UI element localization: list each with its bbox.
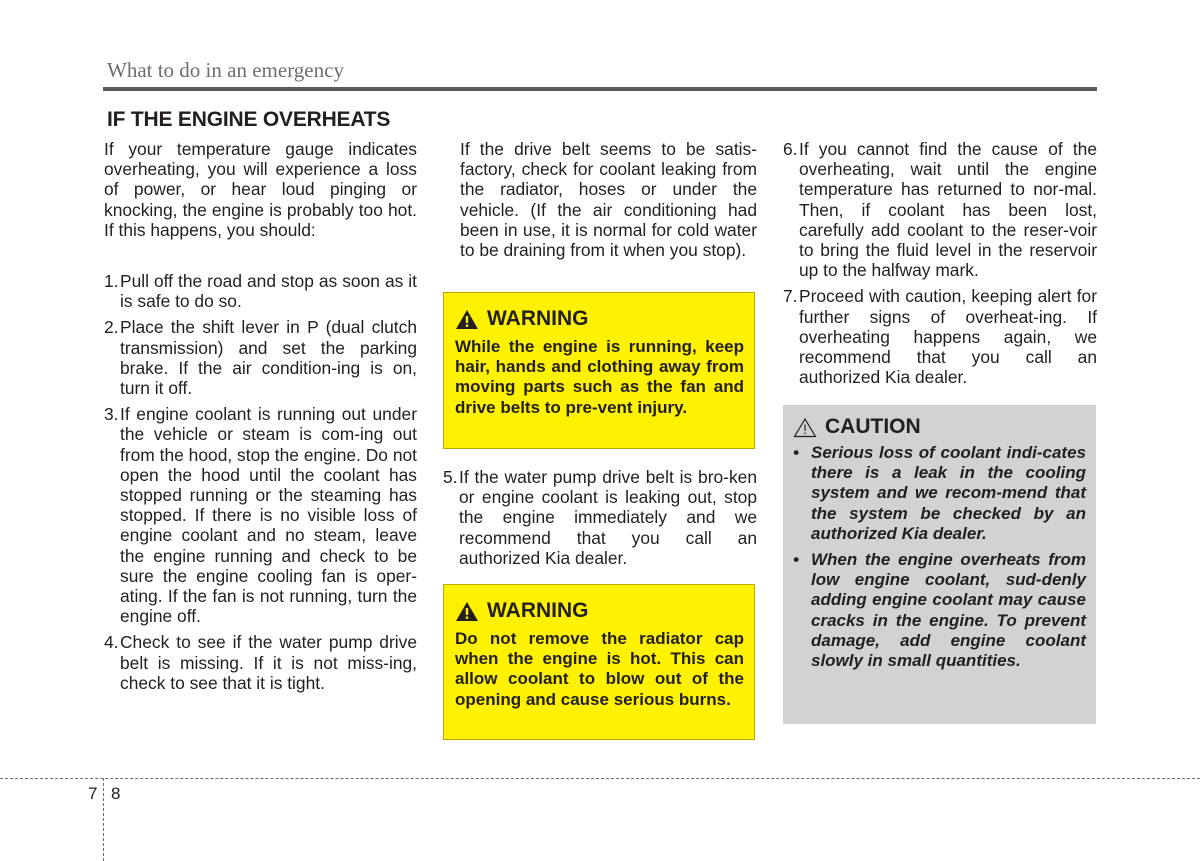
bullet-text: When the engine overheats from low engine coolant, sud-denly adding engine coolant may cause cracks in the engine. To prevent damage, add engine coolant slowly in small quantities.: [811, 550, 1086, 671]
list-item: [783, 286, 1097, 387]
page-number: 8: [111, 784, 121, 803]
footer-rule: [0, 778, 1200, 779]
warning-heading: [455, 307, 744, 331]
step-text: Proceed with caution, keeping alert for further signs of overheat-ing. If overheating happens again, we recommend that you call an authorized Kia dealer.: [799, 286, 1097, 388]
list-item: [783, 139, 1097, 280]
warning-heading-text: WARNING: [487, 599, 589, 622]
warning-heading: [455, 599, 744, 623]
warning-body: While the engine is running, keep hair, hands and clothing away from moving parts such as the fan and drive belts to pre-vent injury.: [455, 337, 744, 417]
chapter-number: 7: [88, 784, 98, 803]
column-2: [460, 139, 757, 260]
section-header: What to do in an emergency: [107, 58, 344, 82]
intro-paragraph: If your temperature gauge indicates overheating, you will experience a loss of power, or hear loud pinging or knocking, the engine is probably too hot. If this happens, you should:: [104, 139, 417, 240]
step-number: 1.: [104, 271, 119, 292]
column-3: [783, 139, 1097, 393]
warning-box: [443, 292, 755, 449]
step-text: Check to see if the water pump drive belt is missing. If it is not miss-ing, check to see that it is tight.: [120, 632, 417, 693]
bullet-mark: •: [793, 550, 799, 570]
caution-bullet: [793, 550, 1086, 671]
step-text: Place the shift lever in P (dual clutch transmission) and set the parking brake. If the air condition-ing is on, turn it off.: [120, 317, 417, 399]
caution-heading-text: CAUTION: [825, 415, 921, 438]
step-number: 6.: [783, 139, 798, 159]
step-number: 3.: [104, 404, 119, 425]
list-item: [104, 317, 417, 398]
list-item: [443, 467, 757, 568]
bullet-mark: •: [793, 443, 799, 462]
warning-heading-text: WARNING: [487, 307, 589, 330]
warning-box: [443, 584, 755, 740]
header-rule: [103, 87, 1097, 91]
step4-continued: If the drive belt seems to be satis-factory, check for coolant leaking from the radiator, hoses or under the vehicle. (If the air conditioning had been in use, it is normal for cold water to be draining from it when you stop).: [460, 139, 757, 261]
step-number: 5.: [443, 467, 458, 487]
caution-triangle-icon: [793, 417, 817, 438]
list-item: [104, 404, 417, 626]
step-text: If you cannot find the cause of the overheating, wait until the engine temperature has returned to nor-mal. Then, if coolant has been lost, carefully add coolant to the reser-voir to bring the fluid level in the reservoir up to the halfway mark.: [799, 139, 1097, 281]
step-text: Pull off the road and stop as soon as it is safe to do so.: [120, 271, 417, 312]
step-text: If the water pump drive belt is bro-ken or engine coolant is leaking out, stop the engine immediately and we recommend that you call an authorized Kia dealer.: [459, 467, 757, 568]
steps-list-col1: [104, 271, 417, 693]
step-number: 7.: [783, 286, 798, 307]
list-item: [104, 271, 417, 311]
list-item: [104, 632, 417, 693]
caution-box: [783, 405, 1096, 724]
step-number: 2.: [104, 317, 119, 338]
column-1: [104, 139, 417, 699]
warning-body: Do not remove the radiator cap when the engine is hot. This can allow coolant to blow out of the opening and cause serious burns.: [455, 629, 744, 709]
warning-triangle-icon: [455, 309, 479, 330]
page-title: IF THE ENGINE OVERHEATS: [107, 108, 391, 131]
caution-bullet: [793, 443, 1086, 544]
step-number: 4.: [104, 632, 119, 653]
bullet-text: Serious loss of coolant indi-cates there is a leak in the cooling system and we recom-mend that the system be checked by an authorized Kia dealer.: [811, 443, 1086, 543]
warning-triangle-icon: [455, 601, 479, 622]
steps-list-col3: [783, 139, 1097, 387]
caution-heading: [793, 415, 1086, 439]
footer-divider: [103, 778, 104, 861]
step-text: If engine coolant is running out under the vehicle or steam is com-ing out from the hood, stop the engine. Do not open the hood until the coolant has stopped running or the steaming has stopped. If there is no visible loss of engine coolant and no steam, leave the engine running and check to be sure the engine cooling fan is oper-ating. If the fan is not running, turn the engine off.: [120, 404, 417, 627]
